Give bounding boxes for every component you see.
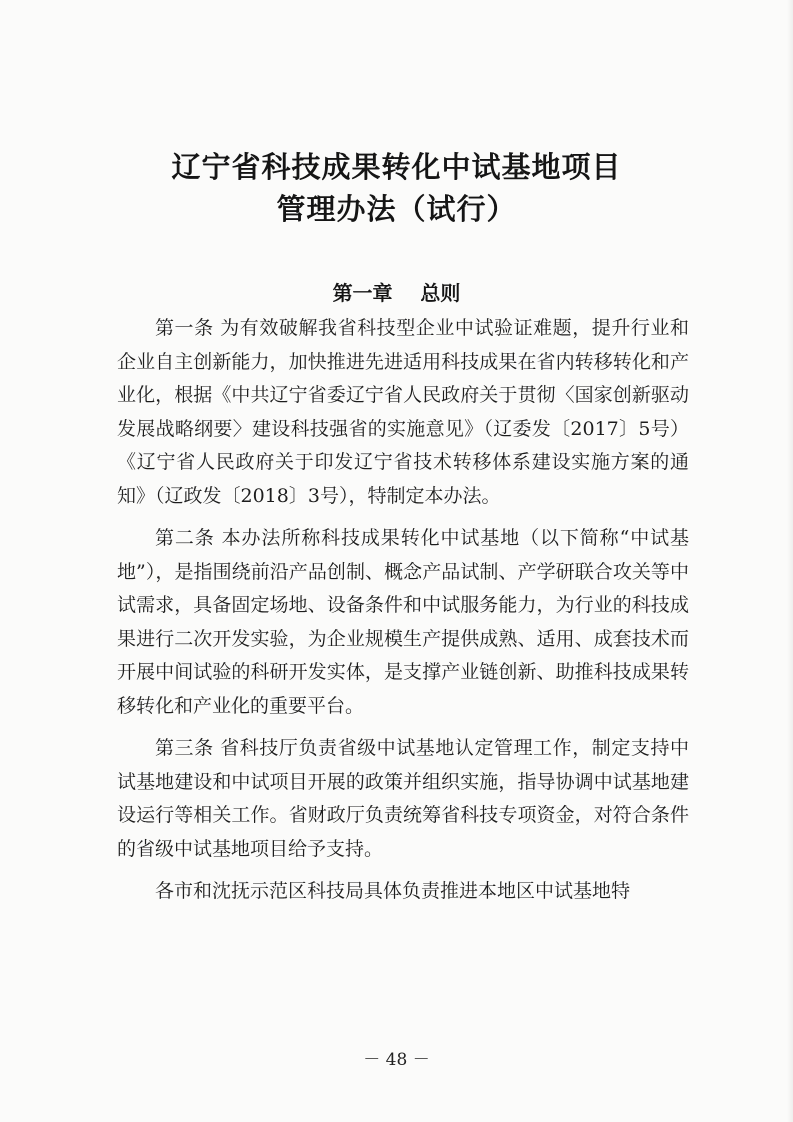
scan-edge-shadow	[787, 0, 793, 1122]
body-text	[117, 312, 689, 909]
document-title	[0, 146, 793, 230]
continuation-paragraph: 各市和沈抚示范区科技局具体负责推进本地区中试基地特	[155, 880, 631, 902]
article-3-paragraph: 第三条 省科技厅负责省级中试基地认定管理工作，制定支持中试基地建设和中试项目开展的政策并组织实施，指导协调中试基地建设运行等相关工作。省财政厅负责统筹省科技专项资金，对符合条件的省级中试基地项目给予支持。	[117, 737, 689, 860]
title-line-2: 管理办法（试行）	[276, 192, 517, 226]
article-1-paragraph: 第一条 为有效破解我省科技型企业中试验证难题，提升行业和企业自主创新能力，加快推进先进适用科技成果在省内转移转化和产业化，根据《中共辽宁省委辽宁省人民政府关于贯彻〈国家创新驱动发展战略纲要〉建设科技强省的实施意见》（辽委发〔2017〕5号）《辽宁省人民政府关于印发辽宁省技术转移体系建设实施方案的通知》（辽政发〔2018〕3号），特制定本办法。	[117, 317, 689, 507]
page-number: － 48 －	[363, 1050, 430, 1070]
title-line-1: 辽宁省科技成果转化中试基地项目	[171, 150, 622, 184]
chapter-heading: 第一章 总则	[332, 281, 461, 305]
article-2-paragraph: 第二条 本办法所称科技成果转化中试基地（以下简称“中试基地”），是指围绕前沿产品创制、概念产品试制、产学研联合攻关等中试需求，具备固定场地、设备条件和中试服务能力，为行业的科技成果进行二次开发实验，为企业规模生产提供成熟、适用、成套技术而开展中间试验的科研开发实体，是支撑产业链创新、助推科技成果转移转化和产业化的重要平台。	[117, 527, 689, 717]
